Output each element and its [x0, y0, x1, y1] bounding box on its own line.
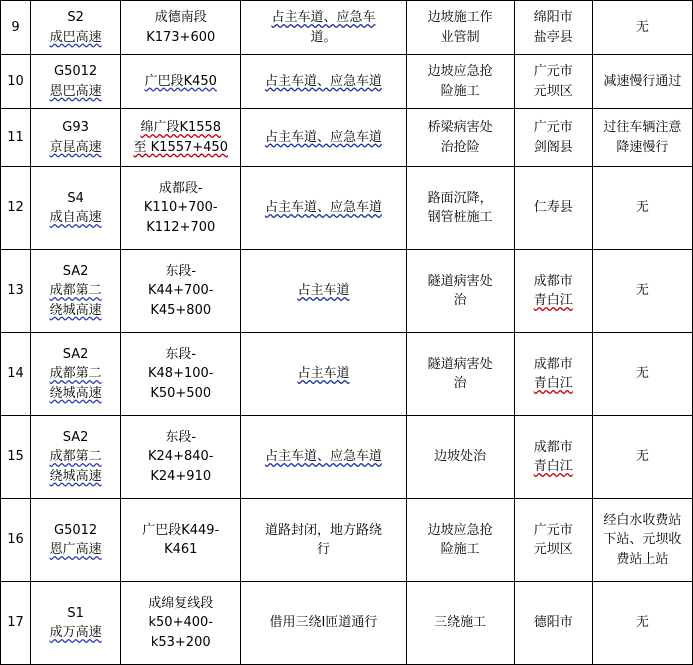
row-remark: 无: [592, 167, 692, 250]
row-index: 15: [1, 416, 31, 499]
route-name: 绕城高速: [49, 468, 102, 484]
reason-line: 险施工: [440, 542, 480, 557]
route-name: 京昆高速: [49, 139, 102, 155]
reason-line: 桥梁病害处: [427, 120, 493, 135]
location-line: 盐亭县: [533, 29, 573, 45]
row-location: [514, 109, 592, 167]
section-line: K24+910: [150, 468, 212, 484]
reason-line: 边坡应急抢: [427, 64, 493, 79]
location-line: 青白江: [533, 376, 573, 391]
section-line: K173+600: [146, 29, 216, 45]
route-name: 成都第二: [49, 283, 102, 299]
location-line: 广元市: [533, 120, 573, 135]
row-location: [514, 167, 592, 250]
table-row: [1, 1, 693, 55]
row-section: [121, 167, 241, 250]
section-line: K45+800: [150, 302, 212, 318]
route-name: 成都第二: [49, 366, 102, 382]
route-code: S1: [67, 605, 84, 621]
route-code: G5012: [54, 64, 98, 79]
location-line: 广元市: [533, 64, 573, 79]
section-line: K24+840-: [148, 449, 214, 465]
location-line: 青白江: [533, 459, 573, 474]
row-remark: 减速慢行通过: [592, 55, 692, 109]
section-line: K44+700-: [148, 283, 214, 299]
section-line: K112+700: [146, 219, 216, 235]
section-line: 东段-: [165, 263, 197, 279]
row-section: [121, 1, 241, 55]
route-code: SA2: [62, 263, 89, 279]
row-remark: 无: [592, 333, 692, 416]
route-code: S4: [67, 190, 84, 206]
work-line: 占主车道、应急车道: [264, 200, 382, 216]
table-row: [1, 167, 693, 250]
row-location: [514, 499, 592, 582]
work-line: 占主车道、应急车道: [264, 449, 382, 465]
row-route: [31, 109, 121, 167]
location-line: 元坝区: [533, 542, 573, 557]
work-line: 占主车道: [297, 366, 350, 382]
table-row: [1, 109, 693, 167]
work-line: 占主车道、应急车道: [264, 129, 382, 145]
reason-line: 三绕施工: [434, 615, 487, 631]
row-section: [121, 416, 241, 499]
row-work: [241, 333, 406, 416]
table-row: [1, 582, 693, 665]
reason-line: 钢管桩施工: [427, 210, 493, 225]
row-reason: [406, 416, 514, 499]
row-remark: [592, 109, 692, 167]
remark-line: 下站、元坝收: [603, 532, 682, 548]
location-line: 成都市: [533, 439, 573, 455]
section-line: K48+100-: [148, 366, 214, 382]
route-name: 成万高速: [49, 625, 102, 640]
route-code: G93: [62, 120, 89, 135]
table-row: [1, 499, 693, 582]
row-reason: [406, 333, 514, 416]
reason-line: 治: [453, 293, 467, 308]
work-line: 占主车道、应急车: [271, 10, 376, 25]
work-line: 占主车道、应急车道: [264, 73, 382, 89]
row-work: [241, 250, 406, 333]
reason-line: 边坡应急抢: [427, 522, 493, 538]
row-work: [241, 416, 406, 499]
row-route: [31, 167, 121, 250]
row-work: [241, 167, 406, 250]
row-route: [31, 1, 121, 55]
row-location: [514, 1, 592, 55]
section-line: 广巴段K450: [144, 73, 217, 89]
reason-line: 业管制: [440, 29, 480, 45]
row-location: [514, 250, 592, 333]
location-line: 剑阁县: [533, 139, 573, 155]
section-line: 绵广段K1558: [140, 120, 222, 135]
location-line: 德阳市: [533, 615, 573, 631]
row-remark: [592, 499, 692, 582]
work-line: 借用三绕Ⅰ匝道通行: [269, 615, 378, 631]
row-work: [241, 55, 406, 109]
row-reason: [406, 250, 514, 333]
row-remark: 无: [592, 250, 692, 333]
row-section: [121, 109, 241, 167]
row-reason: [406, 499, 514, 582]
section-line: K50+500: [150, 385, 212, 401]
row-index: 12: [1, 167, 31, 250]
route-code: SA2: [62, 346, 89, 362]
location-line: 元坝区: [533, 83, 573, 99]
route-name: 成都第二: [49, 449, 102, 465]
row-work: [241, 582, 406, 665]
section-line: K461: [164, 542, 198, 557]
reason-line: 隧道病害处: [427, 273, 493, 289]
route-code: S2: [67, 10, 84, 25]
section-line: 东段-: [165, 346, 197, 362]
row-location: [514, 582, 592, 665]
location-line: 广元市: [533, 522, 573, 538]
section-line: k50+400-: [148, 615, 213, 631]
row-remark: 无: [592, 416, 692, 499]
row-reason: [406, 55, 514, 109]
work-line: 道路封闭，地方路绕: [264, 522, 382, 538]
remark-line: 经白水收费站: [603, 512, 682, 528]
remark-line: 降速慢行: [616, 139, 669, 155]
table-row: [1, 250, 693, 333]
table-row: [1, 416, 693, 499]
row-work: [241, 109, 406, 167]
row-section: [121, 582, 241, 665]
row-work: [241, 1, 406, 55]
row-work: [241, 499, 406, 582]
route-code: G5012: [54, 522, 98, 538]
route-name: 恩广高速: [49, 542, 102, 557]
reason-line: 治抢险: [440, 139, 480, 155]
row-section: [121, 55, 241, 109]
reason-line: 边坡施工作: [427, 10, 493, 25]
row-route: [31, 416, 121, 499]
section-line: 至 K1557+450: [133, 139, 228, 155]
reason-line: 治: [453, 376, 467, 391]
table-row: [1, 333, 693, 416]
row-reason: [406, 582, 514, 665]
work-line: 占主车道: [297, 283, 350, 299]
route-name: 恩巴高速: [49, 83, 102, 99]
section-line: 广巴段K449-: [142, 522, 220, 538]
row-route: [31, 55, 121, 109]
row-section: [121, 333, 241, 416]
section-line: k53+200: [150, 634, 211, 650]
row-route: [31, 250, 121, 333]
location-line: 绵阳市: [533, 10, 573, 25]
row-location: [514, 55, 592, 109]
table-body: [1, 1, 693, 665]
row-index: 16: [1, 499, 31, 582]
row-index: 9: [1, 1, 31, 55]
location-line: 青白江: [533, 293, 573, 308]
row-reason: [406, 1, 514, 55]
row-remark: 无: [592, 582, 692, 665]
row-index: 17: [1, 582, 31, 665]
row-reason: [406, 167, 514, 250]
section-line: 成德南段: [154, 10, 207, 25]
location-line: 仁寿县: [533, 200, 573, 216]
row-location: [514, 333, 592, 416]
row-location: [514, 416, 592, 499]
route-code: SA2: [62, 429, 89, 445]
reason-line: 险施工: [440, 83, 480, 99]
location-line: 成都市: [533, 356, 573, 372]
section-line: 成都段-: [158, 180, 203, 196]
section-line: K110+700-: [143, 200, 218, 216]
reason-line: 路面沉降，: [427, 190, 493, 206]
row-section: [121, 499, 241, 582]
reason-line: 隧道病害处: [427, 356, 493, 372]
row-index: 11: [1, 109, 31, 167]
route-name: 绕城高速: [49, 302, 102, 318]
work-line: 道。: [310, 29, 337, 45]
remark-line: 过往车辆注意: [603, 120, 682, 135]
row-reason: [406, 109, 514, 167]
reason-line: 边坡处治: [434, 449, 487, 465]
remark-line: 费站上站: [616, 551, 669, 567]
route-name: 绕城高速: [49, 385, 102, 401]
row-route: [31, 582, 121, 665]
table-row: [1, 55, 693, 109]
row-section: [121, 250, 241, 333]
location-line: 成都市: [533, 273, 573, 289]
row-route: [31, 333, 121, 416]
work-line: 行: [316, 542, 330, 557]
section-line: 成绵复线段: [148, 595, 214, 611]
route-name: 成巴高速: [49, 29, 102, 45]
row-index: 14: [1, 333, 31, 416]
row-index: 13: [1, 250, 31, 333]
row-route: [31, 499, 121, 582]
section-line: 东段-: [165, 429, 197, 445]
row-index: 10: [1, 55, 31, 109]
route-name: 成自高速: [49, 210, 102, 225]
row-remark: 无: [592, 1, 692, 55]
